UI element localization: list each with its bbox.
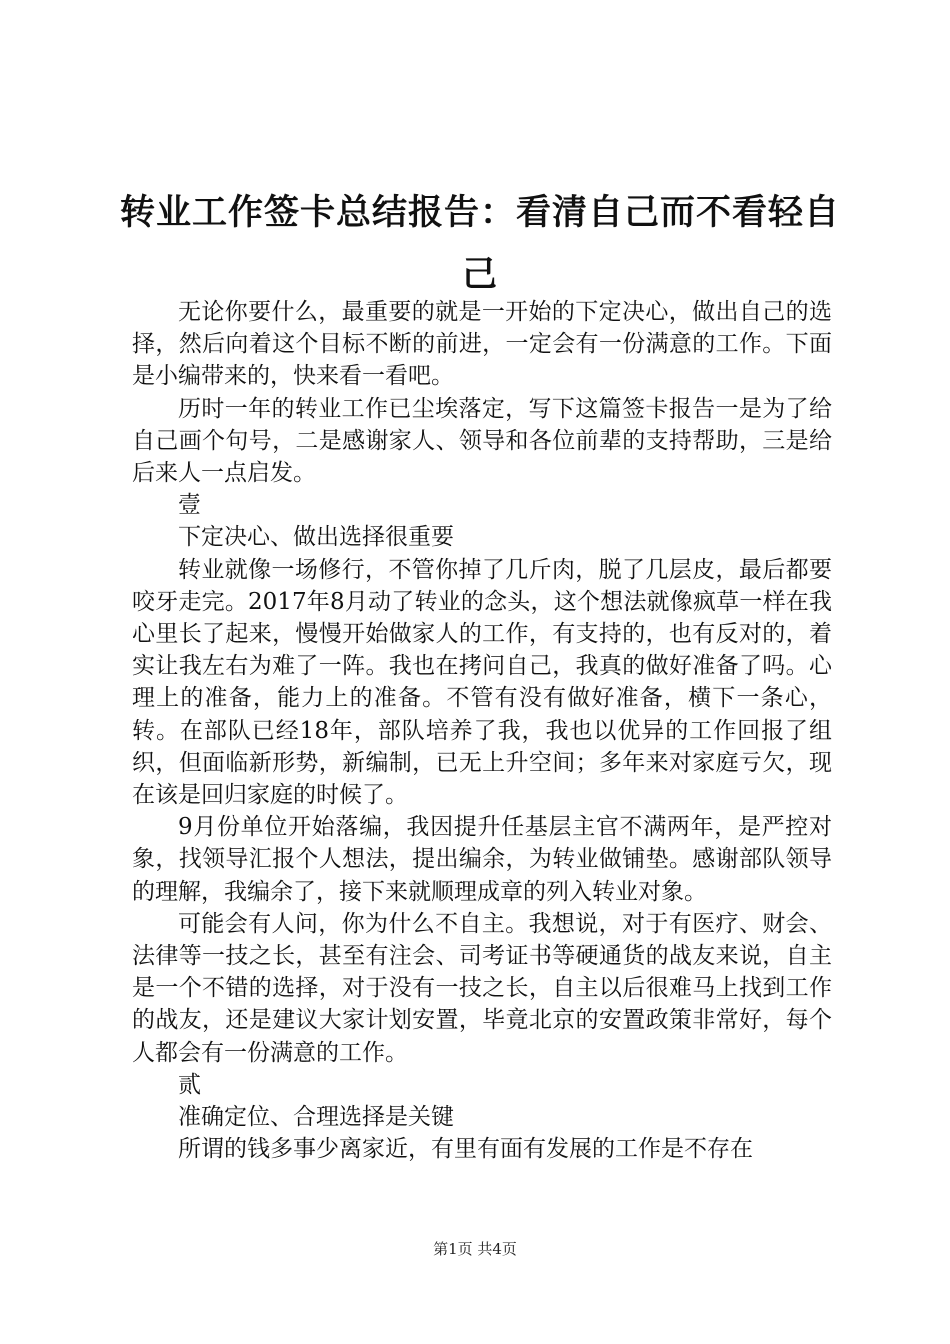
section-heading-two: 准确定位、合理选择是关键	[178, 1104, 454, 1131]
paragraph-positioning: 所谓的钱多事少离家近，有里有面有发展的工作是不存在	[178, 1136, 753, 1163]
paragraph-why-not-self: 可能会有人问，你为什么不自主。我想说，对于有医疗、财会、法律等一技之长，甚至有注会、司考证书等硬通货的战友来说，自主是一个不错的选择，对于没有一技之长，自主以后很难马上找到工作的战友，还是建议大家计划安置，毕竟北京的安置政策非常好，每个人都会有一份满意的工作。	[132, 910, 832, 1066]
paragraph-intro: 无论你要什么，最重要的就是一开始的下定决心，做出自己的选择，然后向着这个目标不断的前进，一定会有一份满意的工作。下面是小编带来的，快来看一看吧。	[132, 299, 832, 390]
section-number-one: 壹	[178, 492, 201, 519]
document-title: 转业工作签卡总结报告：看清自己而不看轻自己	[120, 193, 841, 295]
paragraph-purpose: 历时一年的转业工作已尘埃落定，写下这篇签卡报告一是为了给自己画个句号，二是感谢家人、领导和各位前辈的支持帮助，三是给后来人一点启发。	[132, 395, 832, 487]
document-body	[132, 296, 832, 1165]
page-number: 第1页 共4页	[433, 1240, 517, 1258]
section-number-two: 贰	[178, 1071, 201, 1098]
section-heading-one: 下定决心、做出选择很重要	[178, 524, 454, 551]
paragraph-september: 9月份单位开始落编，我因提升任基层主官不满两年，是严控对象，找领导汇报个人想法，提出编余，为转业做铺垫。感谢部队领导的理解，我编余了，接下来就顺理成章的列入转业对象。	[132, 814, 832, 905]
paragraph-decision: 转业就像一场修行，不管你掉了几斤肉，脱了几层皮，最后都要咬牙走完。2017年8月动了转业的念头，这个想法就像疯草一样在我心里长了起来，慢慢开始做家人的工作，有支持的，也有反对的，着实让我左右为难了一阵。我也在拷问自己，我真的做好准备了吗。心理上的准备，能力上的准备。不管有没有做好准备，横下一条心，转。在部队已经18年，部队培养了我，我也以优异的工作回报了组织，但面临新形势，新编制，已无上升空间；多年来对家庭亏欠，现在该是回归家庭的时候了。	[132, 556, 832, 809]
